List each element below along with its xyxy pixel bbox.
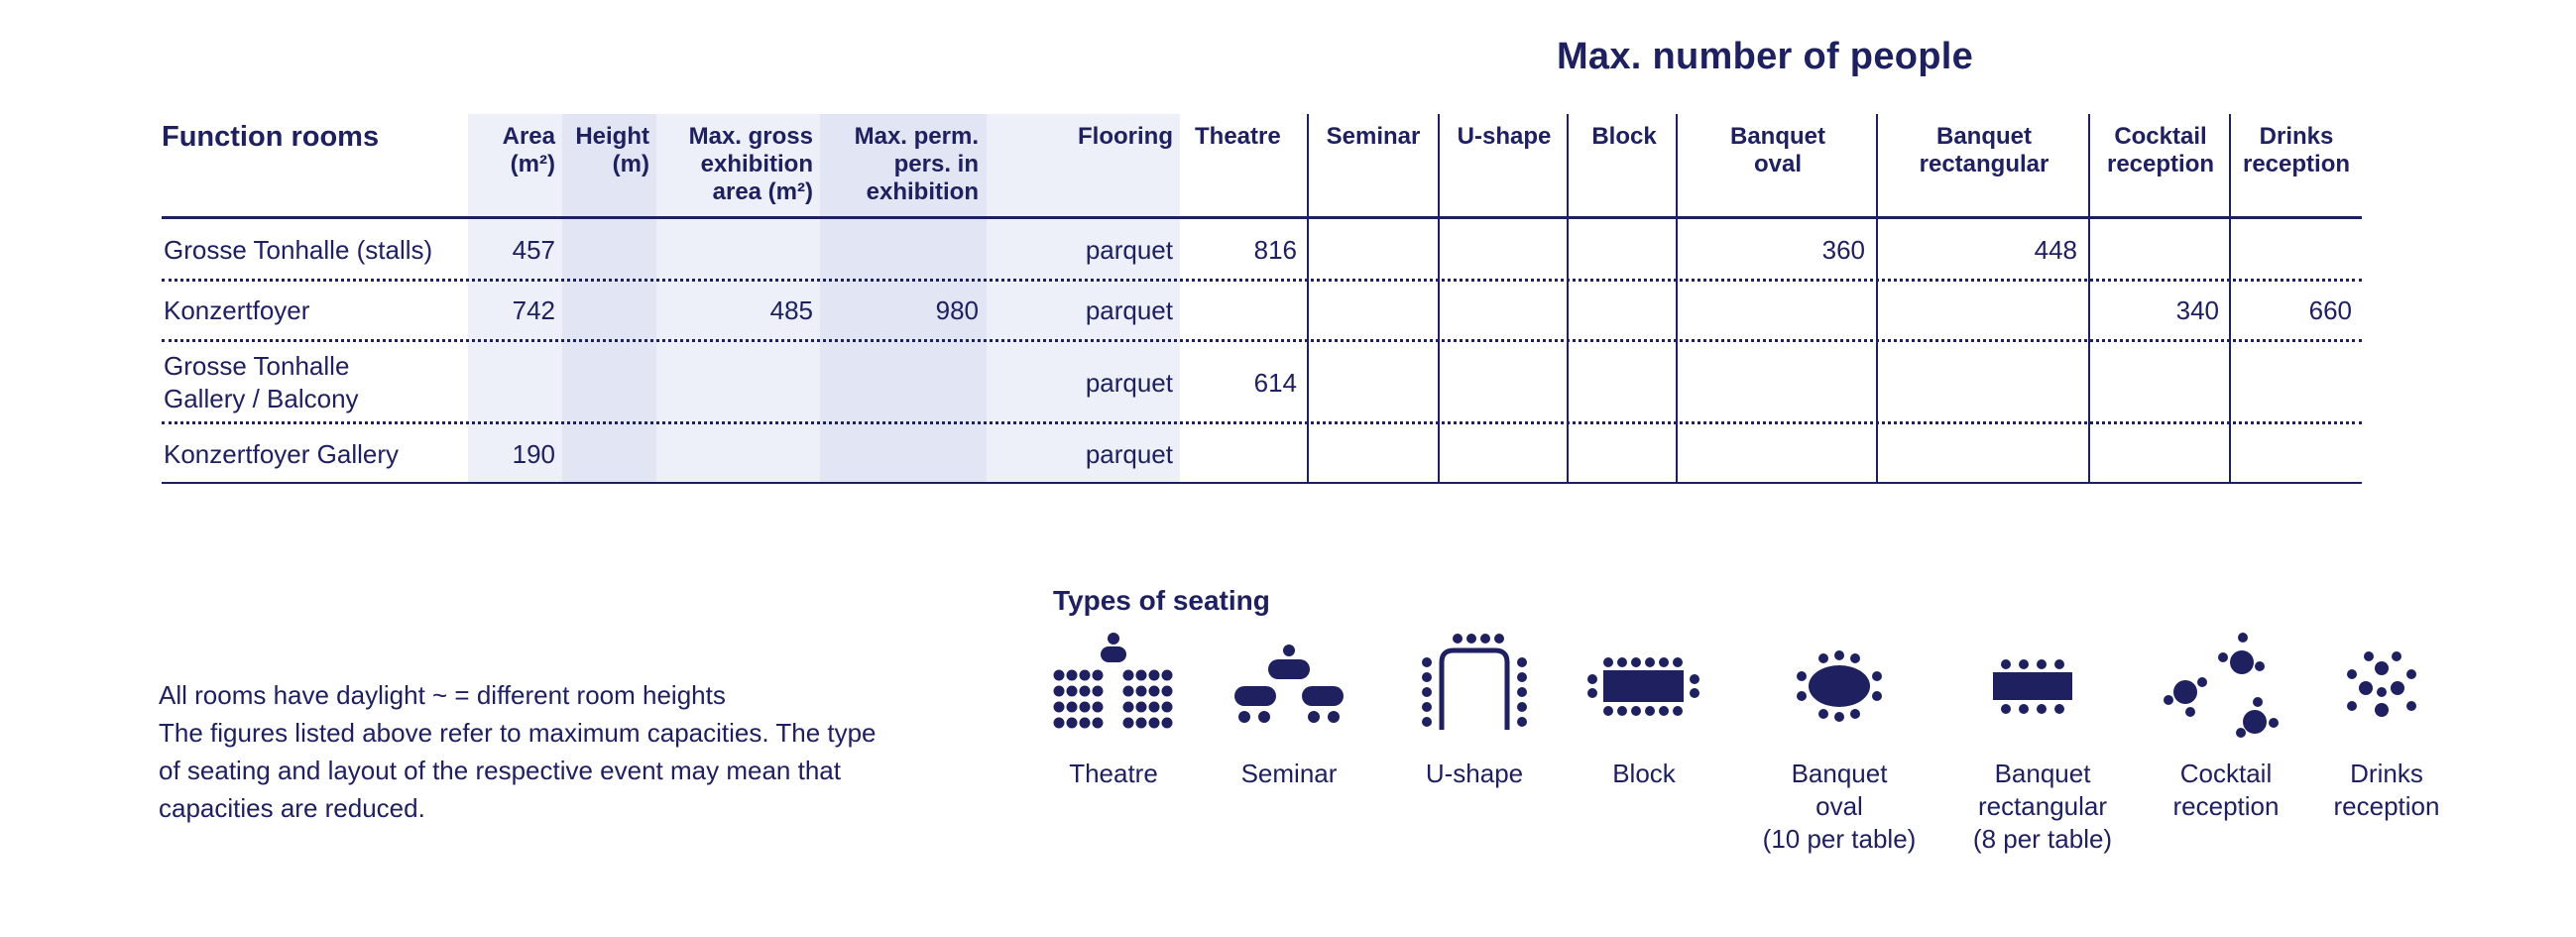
seminar-seating-icon: [1229, 631, 1348, 742]
header-banquet-rectangular: Banquet rectangular: [1919, 123, 2049, 177]
column-divider: [1438, 114, 1440, 484]
gross-area-value: 485: [769, 295, 813, 325]
header-drinks-reception: Drinks reception: [2242, 123, 2351, 177]
theatre-value: 816: [1253, 235, 1297, 265]
column-divider: [1676, 114, 1678, 484]
theatre-label: Theatre: [1069, 759, 1158, 788]
column-divider: [1307, 114, 1309, 484]
header-perm-persons: Max. perm. pers. in exhibition: [854, 123, 979, 205]
banquet-oval-value: 360: [1821, 235, 1865, 265]
banquet-rect-value: 448: [2034, 235, 2077, 265]
cocktail-reception-label: Cocktail reception: [2172, 759, 2280, 821]
drinks-reception-label: Drinks reception: [2333, 759, 2440, 821]
block-seating-icon: [1586, 631, 1700, 742]
capacity-notes: All rooms have daylight ~ = different room heights The figures listed above refer to maximum capacities. The type of seating and layout of the respective event may mean that capacities are reduced.: [159, 680, 877, 823]
header-area: Area (m²): [502, 123, 555, 177]
banquet-oval-label: Banquet oval (10 per table): [1762, 759, 1917, 854]
room-name: Konzertfoyer: [164, 295, 310, 325]
banquet-oval-seating-icon: [1785, 631, 1894, 742]
row-divider: [162, 279, 2362, 282]
cocktail-value: 340: [2175, 295, 2219, 325]
header-flooring: Flooring: [1078, 123, 1173, 150]
theatre-value: 614: [1253, 368, 1297, 398]
types-of-seating-title: Types of seating: [1053, 585, 1270, 616]
block-label: Block: [1612, 759, 1676, 788]
area-value: 742: [512, 295, 555, 325]
max-people-title: Max. number of people: [1556, 36, 1974, 77]
row-divider: [162, 421, 2362, 424]
theatre-seating-icon: [1051, 631, 1175, 742]
room-name: Grosse Tonhalle Gallery / Balcony: [164, 351, 359, 413]
flooring-value: parquet: [1085, 235, 1173, 265]
perm-persons-value: 980: [935, 295, 979, 325]
banquet-rectangular-seating-icon: [1983, 631, 2082, 742]
header-cocktail-reception: Cocktail reception: [2106, 123, 2215, 177]
u-shape-label: U-shape: [1425, 759, 1524, 788]
flooring-value: parquet: [1085, 368, 1173, 398]
header-seminar: Seminar: [1326, 123, 1421, 150]
header-u-shape: U-shape: [1457, 123, 1552, 150]
row-divider: [162, 339, 2362, 342]
flooring-value: parquet: [1085, 439, 1173, 469]
u-shape-seating-icon: [1420, 631, 1529, 742]
table-bottom-rule: [162, 482, 2362, 484]
header-theatre: Theatre: [1195, 123, 1281, 150]
header-rule: [162, 216, 2362, 219]
header-height: Height (m): [575, 123, 649, 177]
seminar-label: Seminar: [1240, 759, 1338, 788]
area-value: 457: [512, 235, 555, 265]
room-name: Grosse Tonhalle (stalls): [164, 235, 433, 265]
header-block: Block: [1591, 123, 1657, 150]
cocktail-reception-icon: [2162, 631, 2281, 742]
header-gross-area: Max. gross exhibition area (m²): [688, 123, 813, 205]
room-name: Konzertfoyer Gallery: [164, 439, 399, 469]
header-function-rooms: Function rooms: [162, 121, 380, 153]
banquet-rectangular-label: Banquet rectangular (8 per table): [1972, 759, 2113, 854]
area-value: 190: [512, 439, 555, 469]
flooring-value: parquet: [1085, 295, 1173, 325]
drinks-value: 660: [2308, 295, 2352, 325]
column-divider: [1567, 114, 1569, 484]
drinks-reception-icon: [2342, 631, 2431, 742]
header-banquet-oval: Banquet oval: [1730, 123, 1825, 177]
column-divider: [1876, 114, 1878, 484]
